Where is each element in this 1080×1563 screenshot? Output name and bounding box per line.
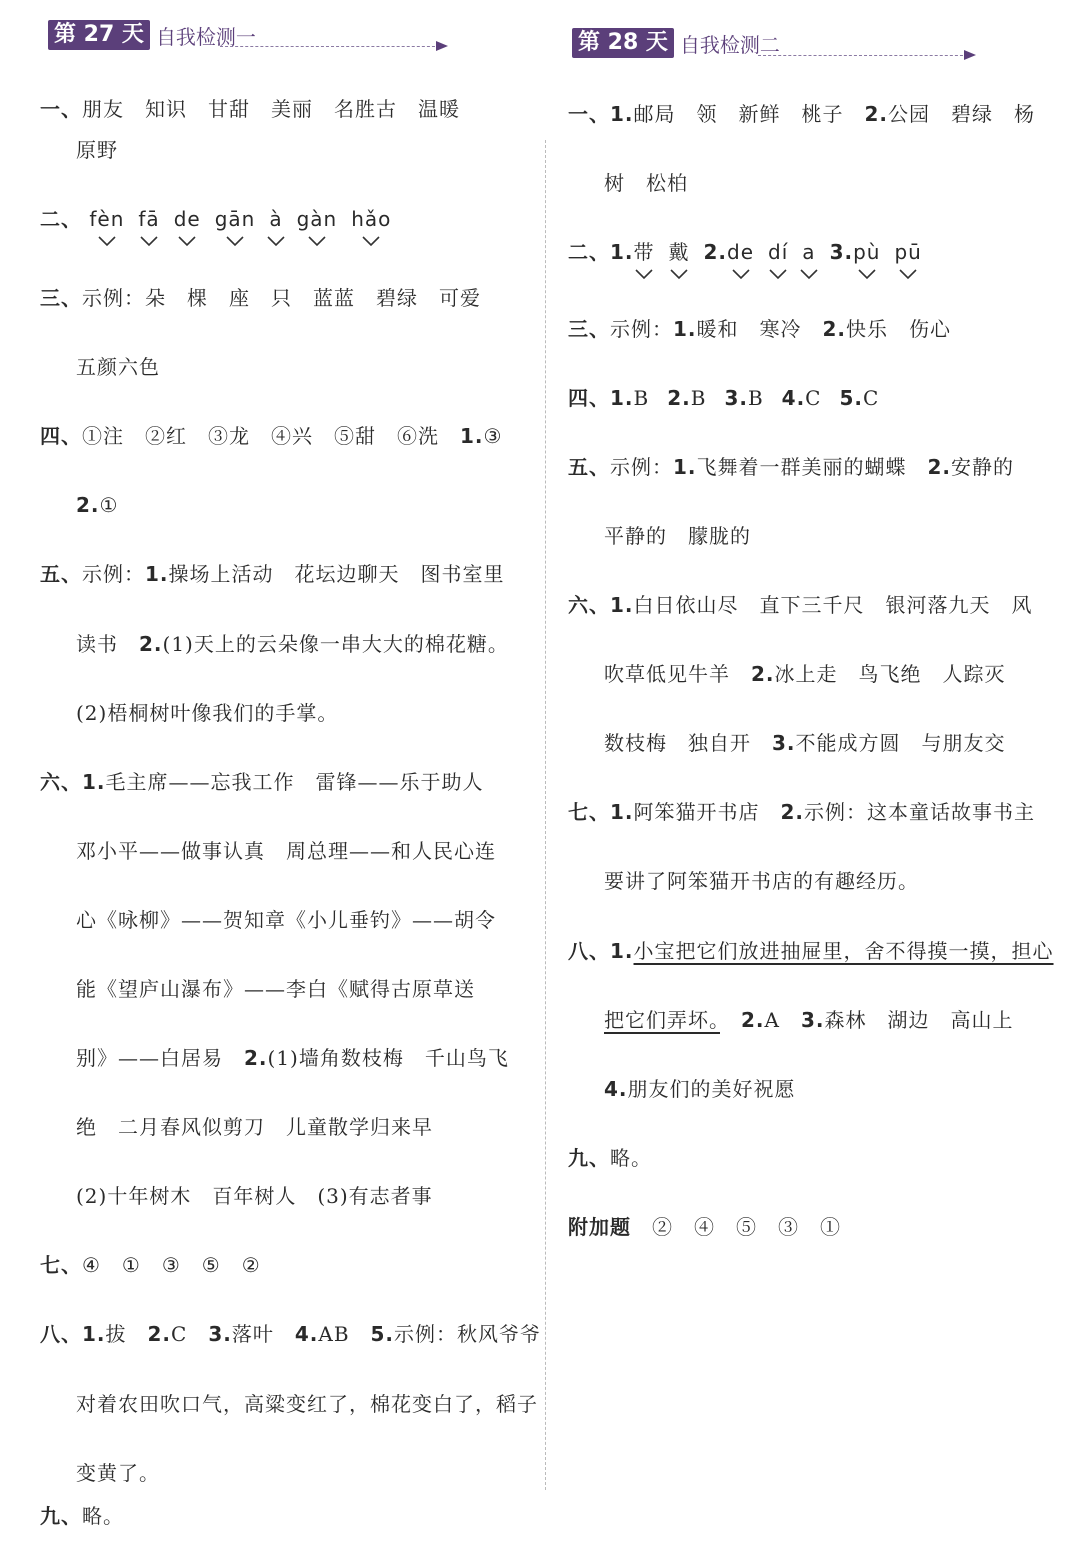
q4-line: 四、1.B 2.B 3.B 4.C 5.C bbox=[568, 386, 880, 410]
check-mark-icon bbox=[308, 235, 326, 247]
q8-cont1: 把它们弄坏。 2.A 3.森林 湖边 高山上 bbox=[604, 1008, 1014, 1032]
q6-cont3: 能《望庐山瀑布》——李白《赋得古原草送 bbox=[76, 977, 475, 1001]
q6-cont1: 吹草低见牛羊 2.冰上走 鸟飞绝 人踪灭 bbox=[604, 662, 1006, 686]
check-mark-icon bbox=[267, 235, 285, 247]
q6-line: 六、1.毛主席——忘我工作 雷锋——乐于助人 bbox=[40, 770, 484, 794]
check-mark-icon bbox=[858, 268, 876, 280]
checked-answer: gān bbox=[215, 205, 256, 233]
pinyin-list bbox=[89, 207, 405, 231]
check-mark-icon bbox=[670, 268, 688, 280]
checked-answer: fèn bbox=[89, 205, 124, 233]
day28-header bbox=[572, 26, 780, 58]
check-mark-icon bbox=[769, 268, 787, 280]
q7-line: 七、④ ① ③ ⑤ ② bbox=[40, 1253, 261, 1277]
day28-title: 自我检测二 bbox=[679, 33, 780, 57]
checked-answer: de bbox=[174, 205, 201, 233]
q4-cont: 2.① bbox=[76, 493, 119, 517]
item-answer: B bbox=[747, 386, 764, 410]
day27-title: 自我检测一 bbox=[155, 25, 256, 49]
item-number: 4. bbox=[781, 386, 806, 410]
extra-line: 附加题 ② ④ ⑤ ③ ① bbox=[568, 1215, 841, 1239]
q8-cont1: 对着农田吹口气，高粱变红了，棉花变白了，稻子 bbox=[76, 1392, 538, 1416]
q2-line: 二、1.带 戴 2.de dí a 3.pù pū bbox=[568, 238, 936, 266]
q5-cont2: (2)梧桐树叶像我们的手掌。 bbox=[76, 701, 339, 725]
q5-cont: 平静的 朦胧的 bbox=[604, 524, 751, 548]
checked-answer: de bbox=[727, 238, 754, 266]
item-answer: C bbox=[805, 386, 822, 410]
q8-cont2: 4.朋友们的美好祝愿 bbox=[604, 1077, 796, 1101]
q3-line: 三、示例：朵 棵 座 只 蓝蓝 碧绿 可爱 bbox=[40, 286, 481, 310]
item-number: 2. bbox=[667, 386, 691, 410]
checked-answer: pù bbox=[853, 238, 880, 266]
checked-answer: a bbox=[802, 238, 815, 266]
q7-line: 七、1.阿笨猫开书店 2.示例：这本童话故事书主 bbox=[568, 800, 1036, 824]
q5-line: 五、示例：1.操场上活动 花坛边聊天 图书室里 bbox=[40, 562, 505, 586]
checked-answer: 戴 bbox=[669, 238, 690, 266]
item-number: 1. bbox=[610, 386, 634, 410]
checked-answer: gàn bbox=[297, 205, 338, 233]
item-answer: C bbox=[863, 386, 880, 410]
checked-answer: dí bbox=[768, 238, 788, 266]
q1-cont: 原野 bbox=[76, 138, 118, 162]
q1-line: 一、朋友 知识 甘甜 美丽 名胜古 温暖 bbox=[40, 97, 460, 121]
day28-badge: 第 28 天 bbox=[572, 28, 674, 58]
check-mark-icon bbox=[226, 235, 244, 247]
q1-cont: 树 松柏 bbox=[604, 171, 688, 195]
q5-line: 五、示例：1.飞舞着一群美丽的蝴蝶 2.安静的 bbox=[568, 455, 1015, 479]
q6-cont1: 邓小平——做事认真 周总理——和人民心连 bbox=[76, 839, 496, 863]
q3-line: 三、示例：1.暖和 寒冷 2.快乐 伤心 bbox=[568, 317, 952, 341]
check-mark-icon bbox=[98, 235, 116, 247]
q9-line: 九、略。 bbox=[568, 1146, 652, 1170]
q6-cont2: 心《咏柳》——贺知章《小儿垂钓》——胡令 bbox=[76, 908, 496, 932]
checked-answer: fā bbox=[138, 205, 159, 233]
item-answer: B bbox=[633, 386, 650, 410]
q6-cont5: 绝 二月春风似剪刀 儿童散学归来早 bbox=[76, 1115, 433, 1139]
q2-line: 二、 fèn fā de gān à gàn hǎo bbox=[40, 205, 405, 233]
q6-line: 六、1.白日依山尽 直下三千尺 银河落九天 风 bbox=[568, 593, 1033, 617]
checked-answer: à bbox=[269, 205, 282, 233]
q7-cont: 要讲了阿笨猫开书店的有趣经历。 bbox=[604, 869, 919, 893]
day27-badge: 第 27 天 bbox=[48, 20, 150, 50]
check-mark-icon bbox=[732, 268, 750, 280]
header-dashed-line bbox=[220, 46, 440, 47]
q4-line: 四、①注 ②红 ③龙 ④兴 ⑤甜 ⑥洗 1.③ bbox=[40, 424, 503, 448]
q6-cont6: (2)十年树木 百年树人 (3)有志者事 bbox=[76, 1184, 433, 1208]
check-mark-icon bbox=[362, 235, 380, 247]
q6-cont4: 别》——白居易 2.(1)墙角数枝梅 千山鸟飞 bbox=[76, 1046, 509, 1070]
check-mark-icon bbox=[899, 268, 917, 280]
q8-line: 八、1.小宝把它们放进抽屉里，舍不得摸一摸，担心 bbox=[568, 939, 1054, 963]
header-arrow-icon bbox=[964, 50, 976, 60]
header-arrow-icon bbox=[436, 41, 448, 51]
q1-line: 一、1.邮局 领 新鲜 桃子 2.公园 碧绿 杨 bbox=[568, 102, 1036, 126]
column-divider bbox=[545, 140, 546, 1490]
check-mark-icon bbox=[178, 235, 196, 247]
q8-line: 八、1.拔 2.C 3.落叶 4.AB 5.示例：秋风爷爷 bbox=[40, 1322, 542, 1346]
q9-line: 九、略。 bbox=[40, 1504, 124, 1528]
q3-cont: 五颜六色 bbox=[76, 355, 160, 379]
item-number: 3. bbox=[724, 386, 748, 410]
check-mark-icon bbox=[140, 235, 158, 247]
item-number: 5. bbox=[839, 386, 863, 410]
checked-answer: 带 bbox=[634, 238, 655, 266]
check-mark-icon bbox=[635, 268, 653, 280]
q6-cont2: 数枝梅 独自开 3.不能成方圆 与朋友交 bbox=[604, 731, 1006, 755]
check-mark-icon bbox=[800, 268, 818, 280]
header-dashed-line bbox=[758, 55, 968, 56]
q8-cont2: 变黄了。 bbox=[76, 1461, 160, 1485]
checked-answer: hǎo bbox=[351, 205, 391, 233]
checked-answer: pū bbox=[894, 238, 921, 266]
item-answer: B bbox=[690, 386, 707, 410]
q5-cont1: 读书 2.(1)天上的云朵像一串大大的棉花糖。 bbox=[76, 632, 509, 656]
